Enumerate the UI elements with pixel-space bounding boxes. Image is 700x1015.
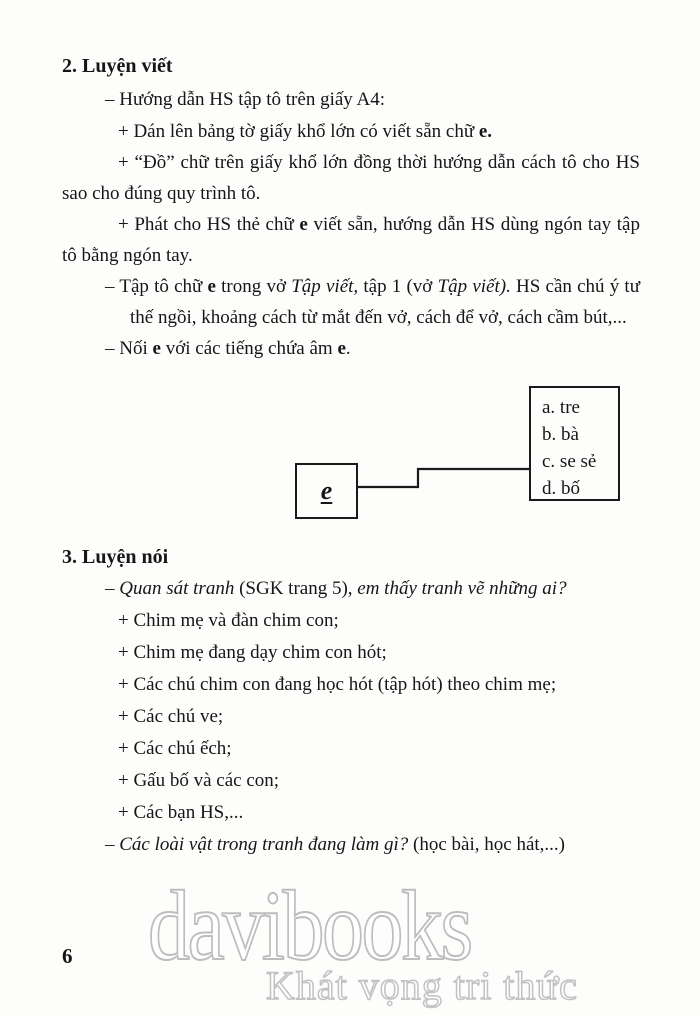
option-a: a. tre xyxy=(542,397,580,418)
watermark-logo-text: davibooks xyxy=(148,870,471,981)
watermark-tagline: Khát vọng tri thức xyxy=(266,963,578,1008)
page-number: 6 xyxy=(62,944,73,968)
list-item: + Chim mẹ đang dạy chim con hót; xyxy=(118,642,387,663)
options-box xyxy=(529,386,620,501)
list-item: + Các chú ếch; xyxy=(118,738,232,759)
section-luyen-noi xyxy=(62,541,640,861)
section-heading: 2. Luyện viết xyxy=(62,55,173,77)
list-item: – Tập tô chữ e trong vở Tập viết, tập 1 (vở Tập viết). HS cần chú ý tư thế ngồi, khoảng cách từ mắt đến vở, cách để vở, cách cầm bút,... xyxy=(105,276,641,328)
page-content xyxy=(62,51,640,861)
list-item: – Quan sát tranh (SGK trang 5), em thấy tranh vẽ những ai? xyxy=(105,578,567,599)
list-item: – Hướng dẫn HS tập tô trên giấy A4: xyxy=(105,89,385,110)
list-item: + Chim mẹ và đàn chim con; xyxy=(118,610,339,631)
option-b: b. bà xyxy=(542,424,579,445)
list-item: – Các loài vật trong tranh đang làm gì? (học bài, học hát,...) xyxy=(105,834,565,855)
list-item: + Các chú ve; xyxy=(118,706,224,727)
letter-e: e xyxy=(320,476,333,505)
list-item: – Nối e với các tiếng chứa âm e. xyxy=(105,338,351,359)
section-luyen-viet xyxy=(62,51,640,364)
list-item: + Các bạn HS,... xyxy=(118,802,244,823)
option-c: c. se sẻ xyxy=(542,451,597,472)
list-item: + Phát cho HS thẻ chữ e viết sẵn, hướng dẫn HS dùng ngón tay tập tô bằng ngón tay. xyxy=(62,214,640,266)
list-item: + Gấu bố và các con; xyxy=(118,770,280,791)
list-item: + Dán lên bảng tờ giấy khổ lớn có viết sẵn chữ e. xyxy=(118,121,493,142)
list-item: + “Đồ” chữ trên giấy khổ lớn đồng thời hướng dẫn cách tô cho HS sao cho đúng quy trình tô. xyxy=(62,152,640,204)
option-d: d. bố xyxy=(542,478,580,499)
section-heading: 3. Luyện nói xyxy=(62,546,169,568)
list-item: + Các chú chim con đang học hót (tập hót) theo chim mẹ; xyxy=(118,674,557,695)
letter-box xyxy=(295,463,358,519)
matching-diagram xyxy=(62,364,640,541)
